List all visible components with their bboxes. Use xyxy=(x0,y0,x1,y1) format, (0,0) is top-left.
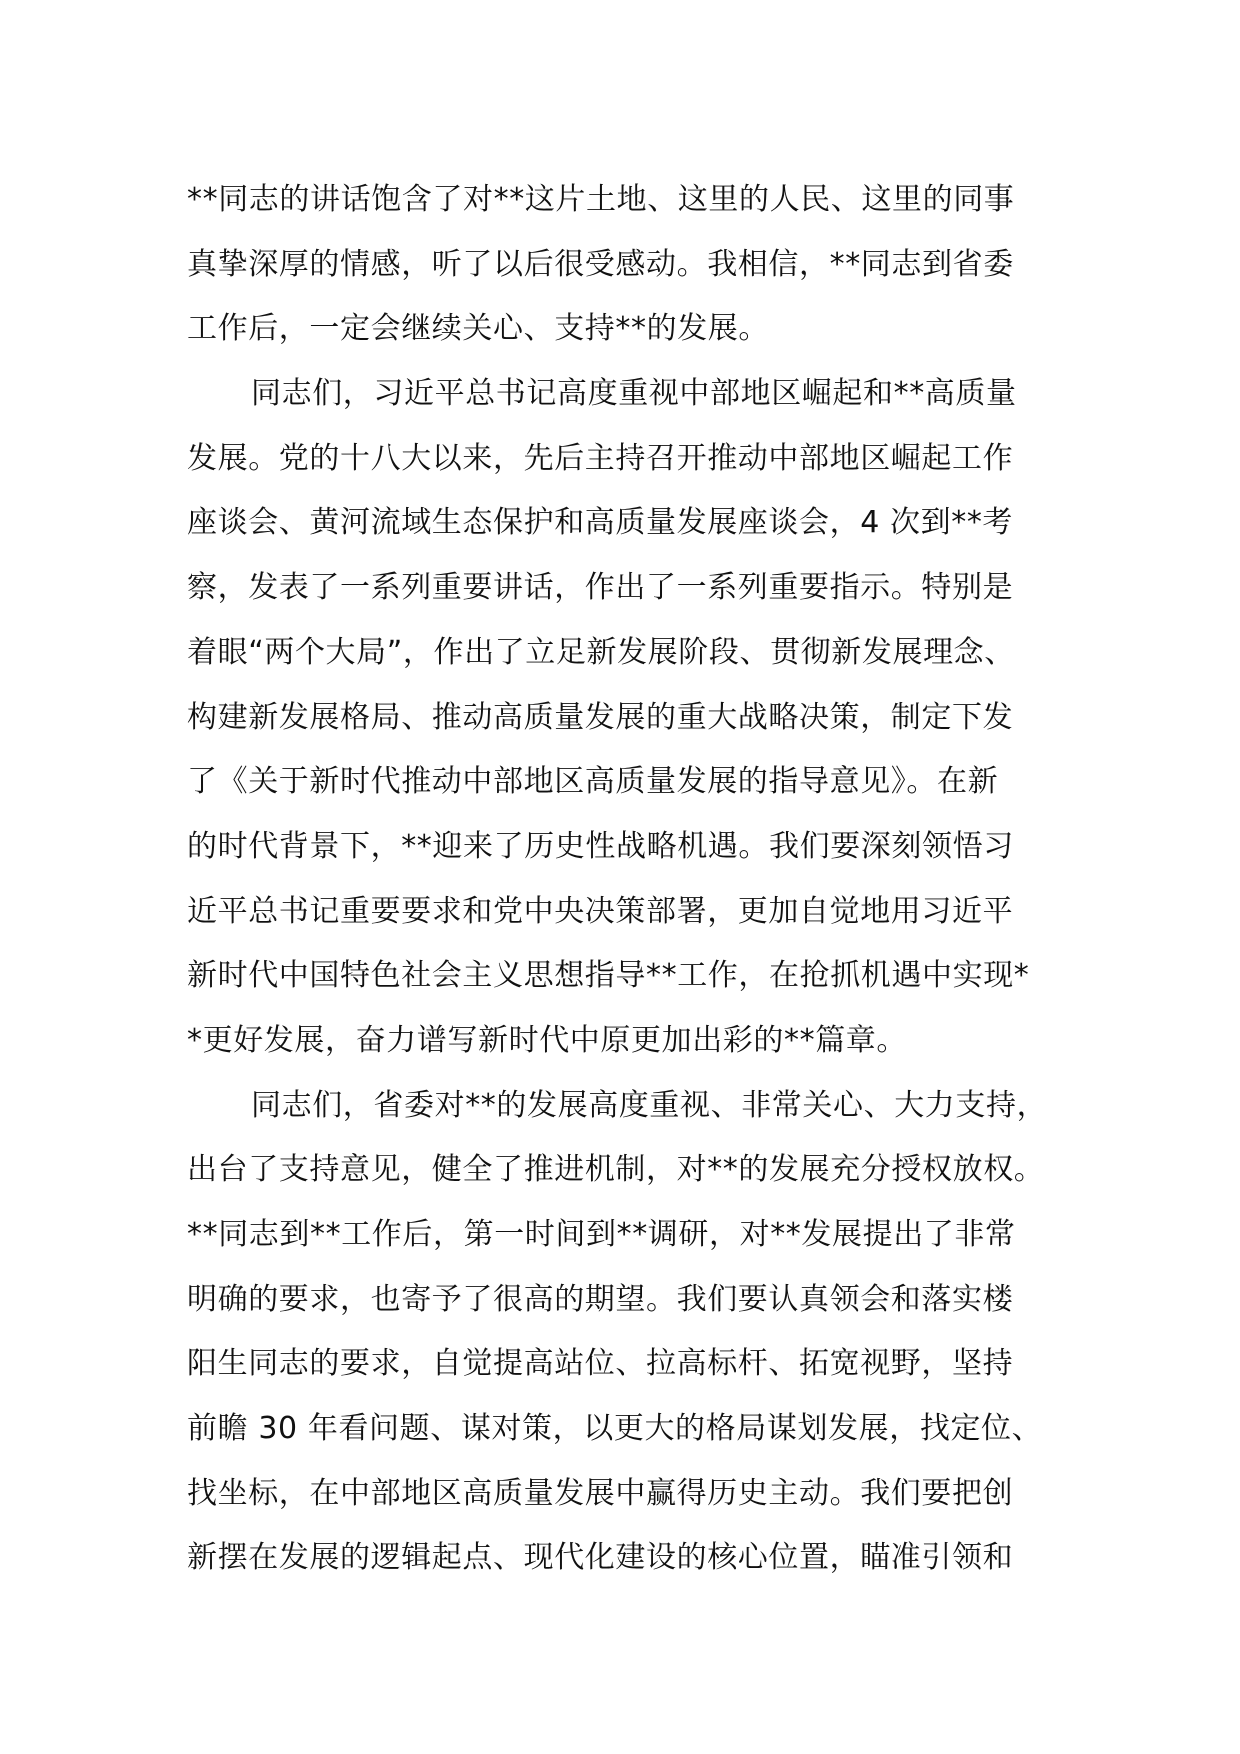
text-line: 同志们，省委对**的发展高度重视、非常关心、大力支持， xyxy=(251,1087,1048,1123)
text-line: 新摆在发展的逻辑起点、现代化建设的核心位置，瞄准引领和 xyxy=(187,1540,1014,1576)
text-line: 座谈会、黄河流域生态保护和高质量发展座谈会，4 次到**考 xyxy=(187,505,1014,541)
text-line: 新时代中国特色社会主义思想指导**工作，在抢抓机遇中实现* xyxy=(187,958,1030,994)
text-line: 真挚深厚的情感，听了以后很受感动。我相信，**同志到省委 xyxy=(187,246,1014,282)
text-line: **同志到**工作后，第一时间到**调研，对**发展提出了非常 xyxy=(187,1217,1016,1252)
text-line: 阳生同志的要求，自觉提高站位、拉高标杆、拓宽视野，坚持 xyxy=(187,1346,1014,1382)
text-line: 出台了支持意见，健全了推进机制，对**的发展充分授权放权。 xyxy=(187,1152,1045,1188)
text-line: 着眼“两个大局”，作出了立足新发展阶段、贯彻新发展理念、 xyxy=(187,634,1015,670)
body-text xyxy=(187,168,1087,1591)
text-line: 近平总书记重要要求和党中央决策部署，更加自觉地用习近平 xyxy=(187,893,1014,929)
text-line: 了《关于新时代推动中部地区高质量发展的指导意见》。在新 xyxy=(187,764,999,800)
text-line: 明确的要求，也寄予了很高的期望。我们要认真领会和落实楼 xyxy=(187,1281,1014,1317)
text-line: 工作后，一定会继续关心、支持**的发展。 xyxy=(187,311,769,347)
text-line: *更好发展，奋力谱写新时代中原更加出彩的**篇章。 xyxy=(187,1022,907,1058)
text-line: 发展。党的十八大以来，先后主持召开推动中部地区崛起工作 xyxy=(187,440,1014,476)
text-line: 的时代背景下，**迎来了历史性战略机遇。我们要深刻领悟习 xyxy=(187,828,1014,864)
text-line: 察，发表了一系列重要讲话，作出了一系列重要指示。特别是 xyxy=(187,570,1014,606)
text-line: 找坐标，在中部地区高质量发展中赢得历史主动。我们要把创 xyxy=(187,1475,1014,1511)
text-line: 前瞻 30 年看问题、谋对策，以更大的格局谋划发展，找定位、 xyxy=(187,1411,1043,1447)
text-line: 同志们，习近平总书记高度重视中部地区崛起和**高质量 xyxy=(251,376,1017,412)
text-line: 构建新发展格局、推动高质量发展的重大战略决策，制定下发 xyxy=(187,699,1014,735)
text-line: **同志的讲话饱含了对**这片土地、这里的人民、这里的同事 xyxy=(187,182,1015,217)
